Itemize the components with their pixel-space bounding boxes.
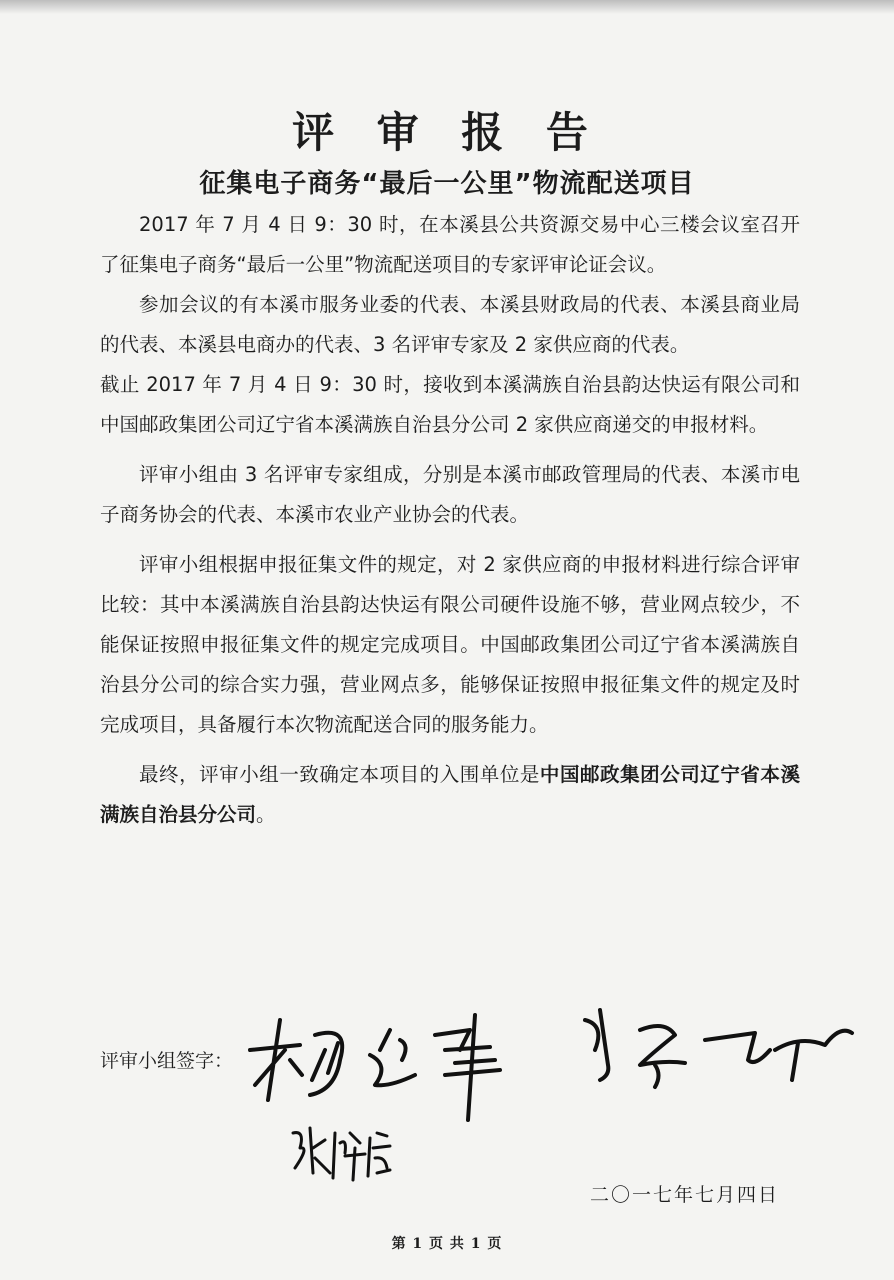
- report-date: 二〇一七年七月四日: [590, 1184, 780, 1206]
- report-title: 评 审 报 告: [292, 108, 602, 157]
- paragraph-conclusion: [100, 755, 800, 835]
- paragraph-deadline: 截止 2017 年 7 月 4 日 9：30 时，接收到本溪满族自治县韵达快运有限公司和中国邮政集团公司辽宁省本溪满族自治县分公司 2 家供应商递交的申报材料。: [100, 373, 800, 436]
- conclusion-text: 最终，评审小组一致确定本项目的入围单位是: [139, 763, 540, 786]
- paragraph-attendees: 参加会议的有本溪市服务业委的代表、本溪县财政局的代表、本溪县商业局的代表、本溪县电商办的代表、3 名评审专家及 2 家供应商的代表。: [100, 293, 800, 356]
- page-footer: 第 1 页 共 1 页: [391, 1236, 503, 1252]
- selected-unit: 中国邮政集团公司辽宁省本溪满族自治县分公司: [100, 763, 800, 826]
- paragraph-panel: 评审小组由 3 名评审专家组成，分别是本溪市邮政管理局的代表、本溪市电子商务协会的代表、本溪市农业产业协会的代表。: [100, 463, 800, 526]
- signature-2: [570, 1005, 860, 1115]
- paragraph-evaluation: 评审小组根据申报征集文件的规定，对 2 家供应商的申报材料进行综合评审比较：其中本溪满族自治县韵达快运有限公司硬件设施不够，营业网点较少，不能保证按照申报征集文件的规定完成项目。中国邮政集团公司辽宁省本溪满族自治县分公司的综合实力强，营业网点多，能够保证按照申报征集文件的规定及时完成项目，具备履行本次物流配送合同的服务能力。: [100, 553, 800, 736]
- signature-label: 评审小组签字：: [100, 1050, 234, 1072]
- scan-edge-shadow: [0, 0, 894, 14]
- signature-1: [240, 1005, 570, 1125]
- report-body: [100, 205, 800, 845]
- signature-3: [285, 1118, 395, 1188]
- conclusion-end: 。: [256, 803, 276, 826]
- report-subtitle: 征集电子商务“最后一公里”物流配送项目: [199, 169, 695, 199]
- paragraph-meeting: 2017 年 7 月 4 日 9：30 时，在本溪县公共资源交易中心三楼会议室召开了征集电子商务“最后一公里”物流配送项目的专家评审论证会议。: [100, 213, 800, 276]
